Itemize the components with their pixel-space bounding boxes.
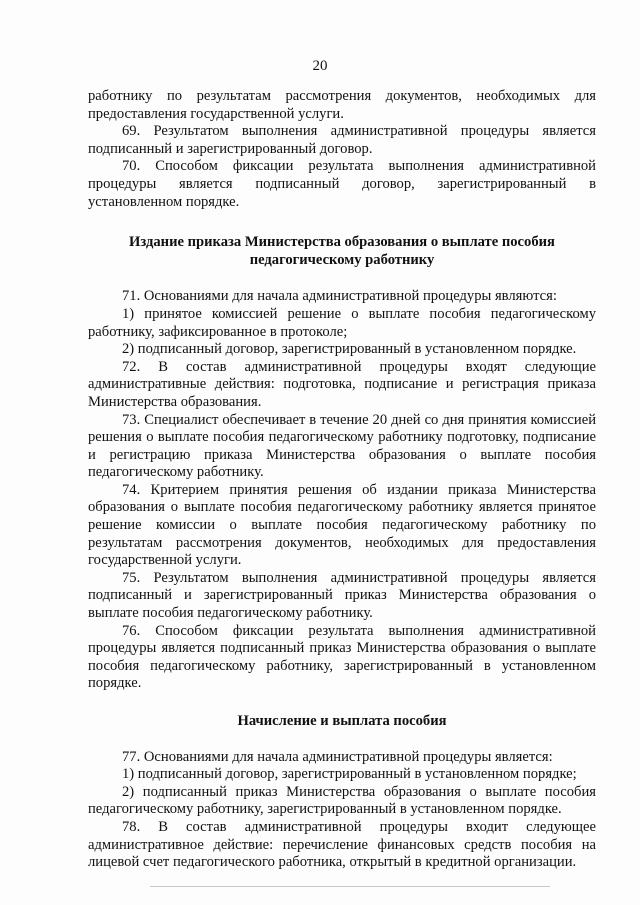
paragraph-76: 76. Способом фиксации результата выполнения административной процедуры является подписанный приказ Министерства образования о выплате пособия педагогическому работнику, зарегистрированный в установленном порядке. bbox=[88, 622, 596, 692]
paragraph-77: 77. Основаниями для начала административной процедуры является: bbox=[122, 748, 553, 765]
paragraph-continuation: работнику по результатам рассмотрения документов, необходимых для предоставления государственной услуги. bbox=[88, 88, 596, 122]
paragraph-78: 78. В состав административной процедуры входит следующее административное действие: перечисление финансовых средств пособия на лицевой счет педагогического работника, открытый в кредитной организации. bbox=[88, 818, 596, 871]
paragraph-74: 74. Критерием принятия решения об издании приказа Министерства образования о выплате пособия педагогическому работнику является принятое решение комиссии о выплате пособия педагогическому работнику по результатам рассмотрения документов, необходимых для предоставления государственной услуги. bbox=[88, 481, 596, 569]
page-number: 20 bbox=[312, 58, 328, 74]
paragraph-71-item-2: 2) подписанный договор, зарегистрированный в установленном порядке. bbox=[122, 341, 577, 358]
scan-bottom-rule bbox=[150, 886, 550, 887]
document-body bbox=[88, 88, 596, 872]
paragraph-73: 73. Специалист обеспечивает в течение 20 дней со дня принятия комиссией решения о выплате пособия педагогическому работнику подготовку, подписание и регистрацию приказа Министерства образования о выплате пособия педагогическому работнику. bbox=[88, 411, 596, 481]
section-heading-payment: Начисление и выплата пособия bbox=[237, 713, 447, 729]
paragraph-75: 75. Результатом выполнения административной процедуры является подписанный и зарегистрированный приказ Министерства образования о выплате пособия педагогическому работнику. bbox=[88, 569, 596, 622]
paragraph-70: 70. Способом фиксации результата выполнения административной процедуры является подписанный договор, зарегистрированный в установленном порядке. bbox=[88, 158, 596, 210]
paragraph-77-item-1: 1) подписанный договор, зарегистрированный в установленном порядке; bbox=[122, 766, 577, 783]
section-heading-order bbox=[88, 234, 596, 269]
paragraph-71-item-1: 1) принятое комиссией решение о выплате пособия педагогическому работнику, зафиксированное в протоколе; bbox=[88, 305, 596, 340]
paragraph-71: 71. Основаниями для начала административной процедуры являются: bbox=[122, 288, 557, 305]
paragraph-69: 69. Результатом выполнения административной процедуры является подписанный и зарегистрированный договор. bbox=[88, 123, 596, 157]
paragraph-72: 72. В состав административной процедуры входят следующие административные действия: подготовка, подписание и регистрация приказа Министерства образования. bbox=[88, 358, 596, 410]
paragraph-77-item-2: 2) подписанный приказ Министерства образования о выплате пособия педагогическому работнику, зарегистрированный в установленном порядке. bbox=[88, 783, 596, 818]
section-heading-order-line1: Издание приказа Министерства образования о выплате пособия bbox=[129, 234, 555, 251]
section-heading-order-line2: педагогическому работнику bbox=[249, 251, 435, 268]
